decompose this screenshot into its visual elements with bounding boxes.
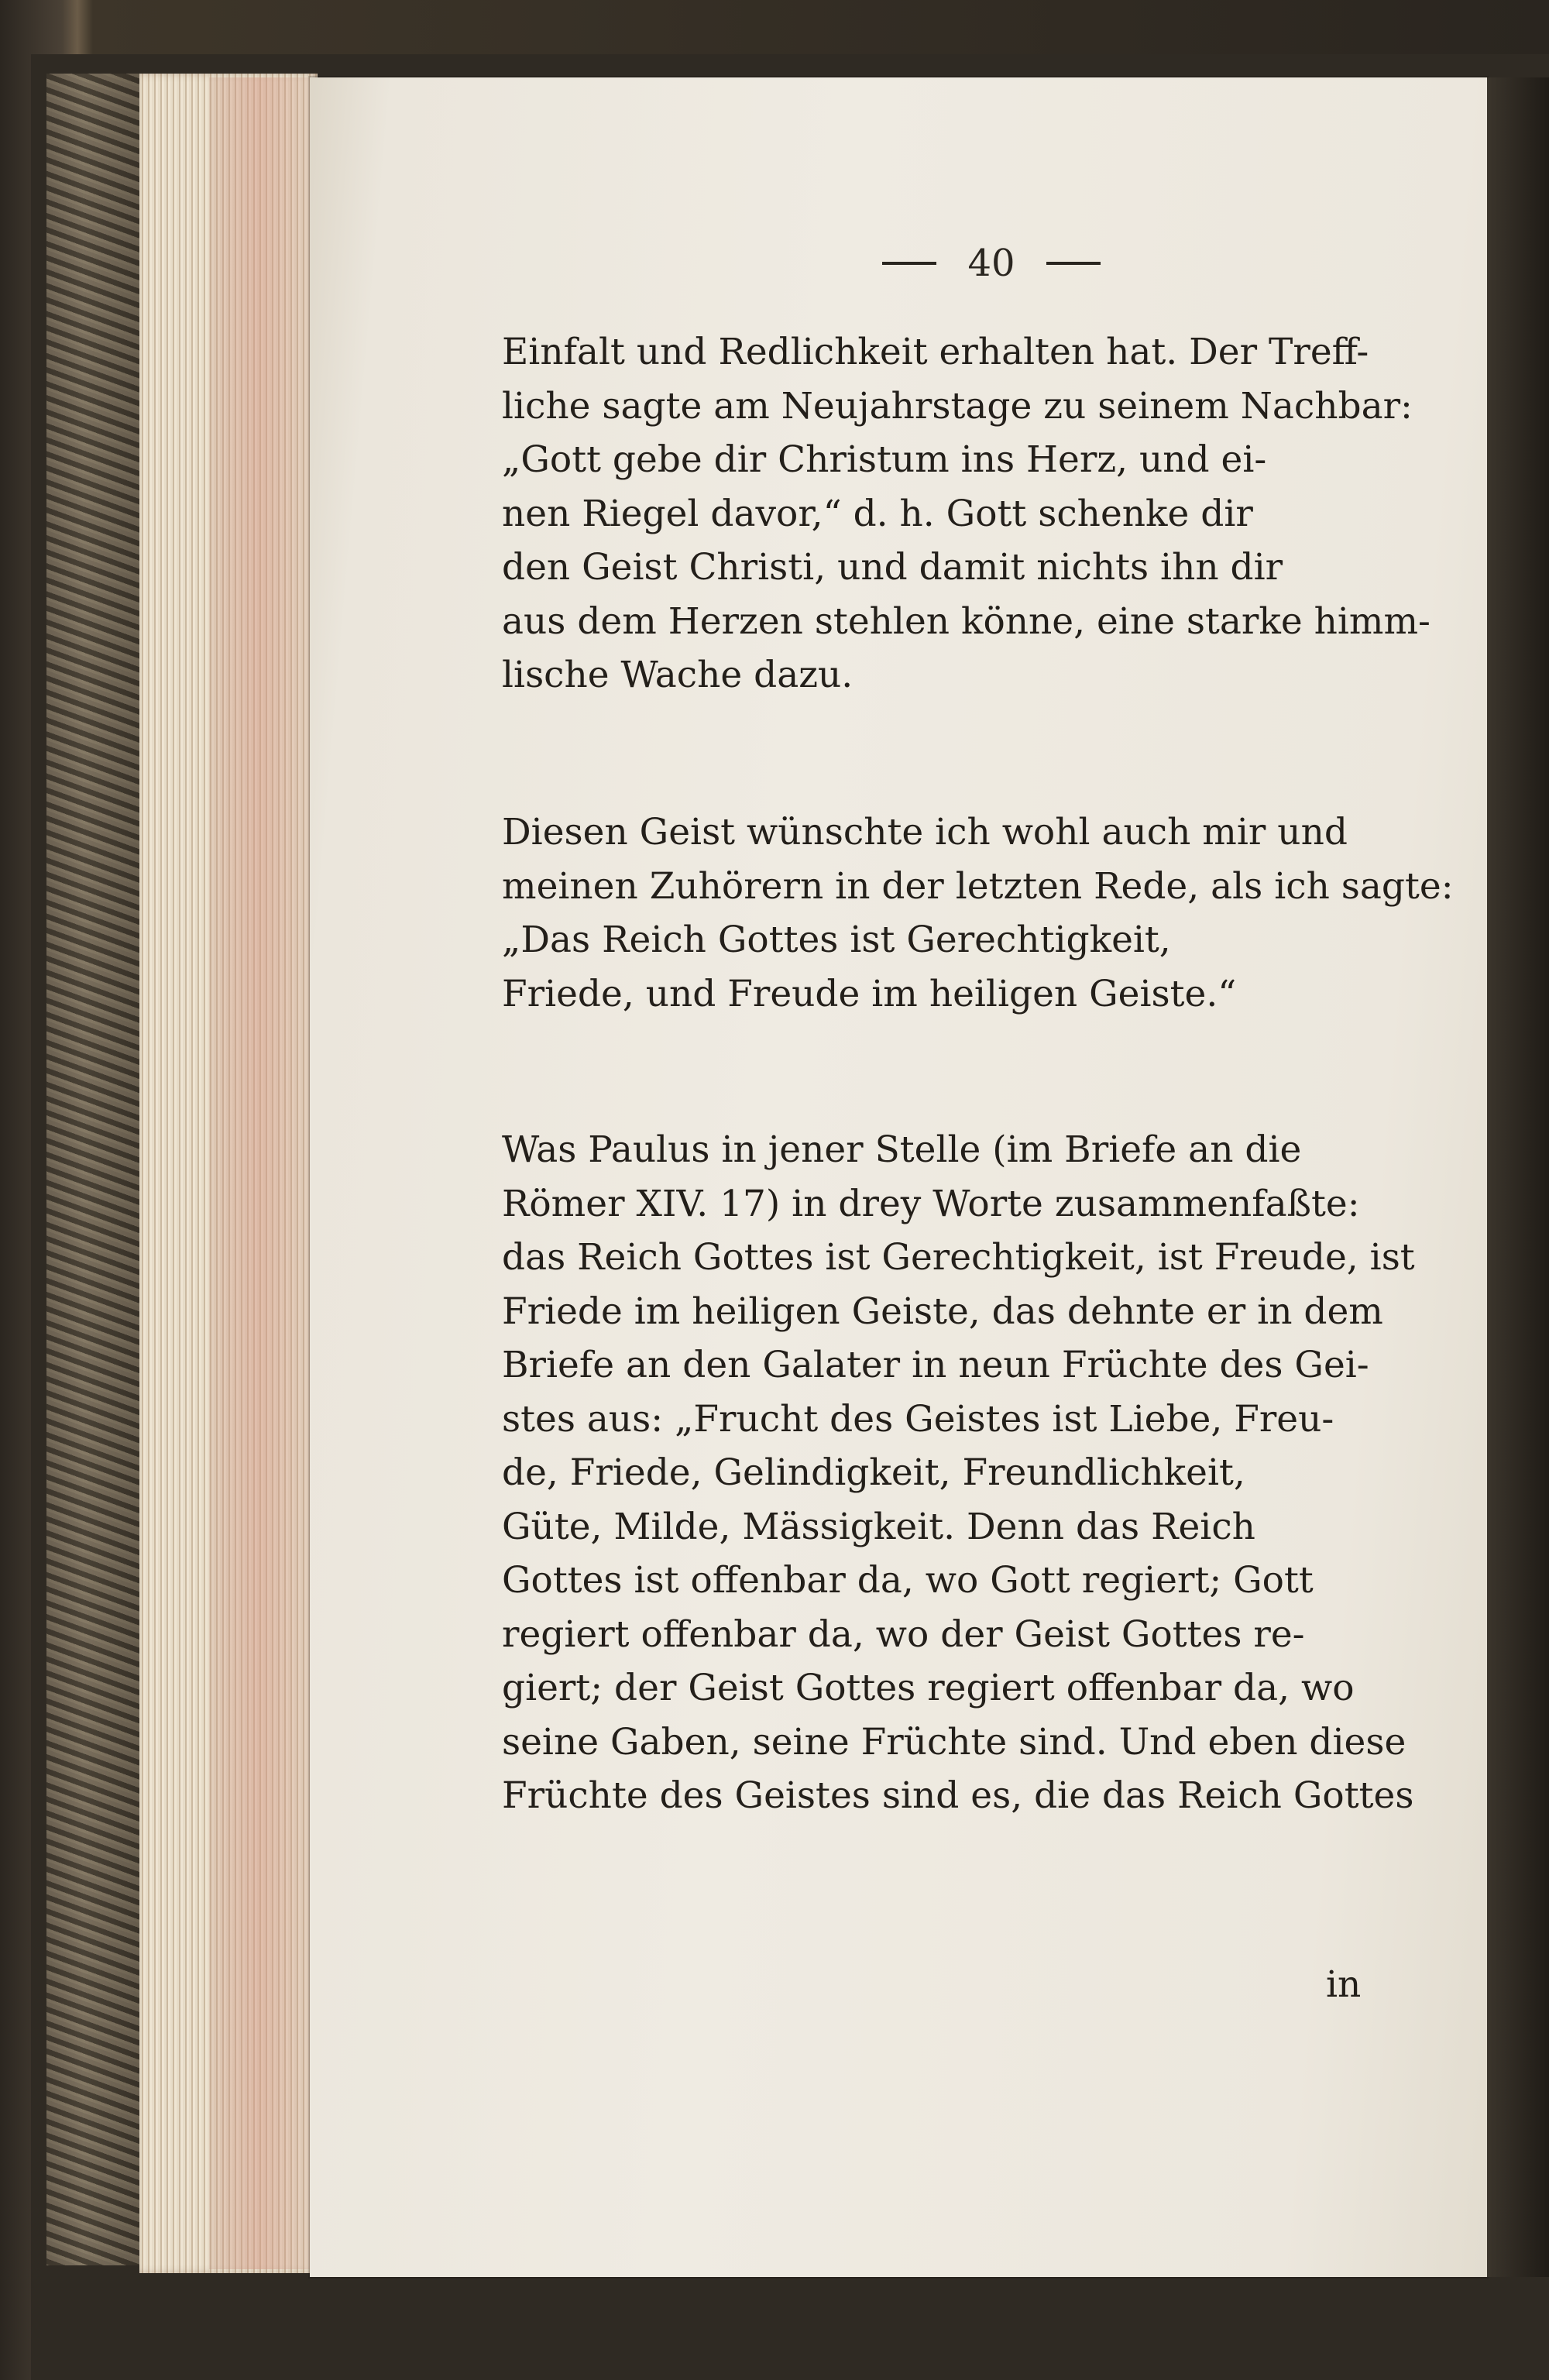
paragraph-2: Diesen Geist wünschte ich wohl auch mir und meinen Zuhörern in der letzten Rede, als ich sagte: „Das Reich Gottes ist Gerechtigkeit, Friede, und Freude im heiligen Geiste.“ — [502, 811, 1454, 1015]
catchword: in — [1326, 1963, 1362, 2006]
marbled-cover-edge — [46, 74, 142, 2265]
paragraph-1: Einfalt und Redlichkeit erhalten hat. Der Treff- liche sagte am Neujahrstage zu seinem Nachbar: „Gott gebe dir Christum ins Herz, und ei- nen Riegel davor,“ d. h. Gott schenke dir den Geist Christi, und damit nichts ihn dir aus dem Herzen stehlen könne, eine starke himm- lische Wache dazu. — [502, 331, 1431, 696]
paragraph-3: Was Paulus in jener Stelle (im Briefe an die Römer XIV. 17) in drey Worte zusammenfaßte: das Reich Gottes ist Gerechtigkeit, ist Freude, ist Friede im heiligen Geiste, das dehnte er in dem Briefe an den Galater in neun Früchte des Gei- stes aus: „Frucht des Geistes ist Liebe, Freu- de, Friede, Gelindigkeit, Freundlichkeit, Güte, Milde, Mässigkeit. Denn das Reich Gottes ist offenbar da, wo Gott regiert; Gott regiert offenbar da, wo der Geist Gottes re- giert; der Geist Gottes regiert offenbar da, wo seine Gaben, seine Früchte sind. Und eben diese Früchte des Geistes sind es, die das Reich Gottes — [502, 1128, 1415, 1817]
page-header — [852, 240, 1131, 287]
right-edge-shadow — [1487, 77, 1549, 2277]
page-stack-red-edge — [209, 77, 310, 2269]
page-number: 40 — [967, 242, 1015, 285]
header-dash-left — [882, 262, 936, 265]
header-dash-right — [1046, 262, 1101, 265]
